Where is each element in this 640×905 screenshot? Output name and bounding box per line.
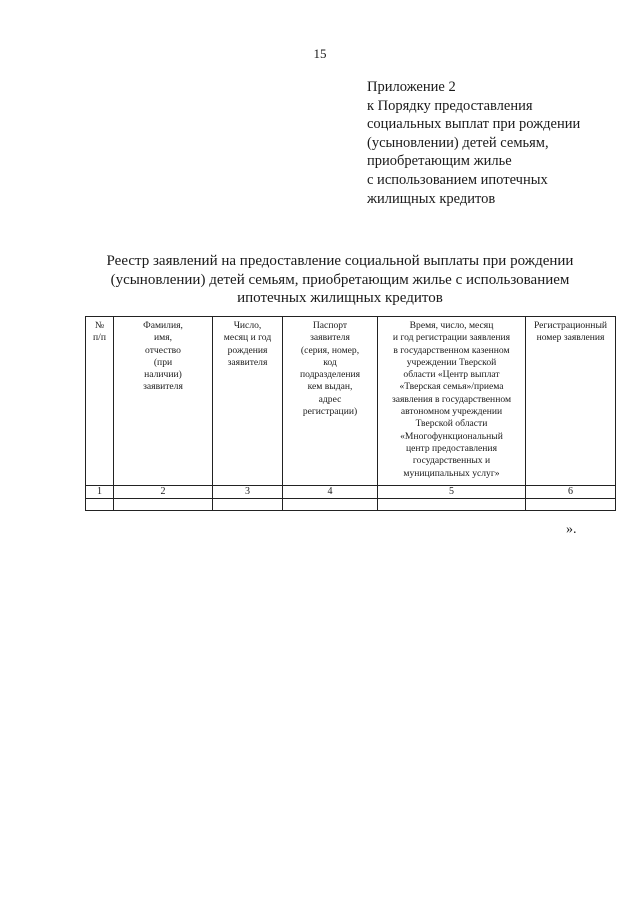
empty-cell	[114, 499, 213, 511]
header-cell-registration-time: Время, число, месяц и год регистрации заявления в государственном казенном учреждении Тверской области «Центр выплат «Тверская семья»/приема заявления в государственном автономном учреждении Тверской области «Многофункциональный центр предоставления государственных и муниципальных услуг»	[378, 317, 526, 486]
header-cell-birth-date: Число, месяц и год рождения заявителя	[213, 317, 283, 486]
title-line: ипотечных жилищных кредитов	[237, 290, 443, 306]
column-number-cell: 6	[526, 486, 616, 499]
page-number: 15	[313, 46, 327, 61]
appendix-line: (усыновлении) детей семьям,	[367, 134, 549, 151]
header-cell-registration-number: Регистрационный номер заявления	[526, 317, 616, 486]
header-cell-number: № п/п	[86, 317, 114, 486]
column-number-cell: 2	[114, 486, 213, 499]
empty-data-row	[86, 499, 616, 511]
header-cell-passport: Паспорт заявителя (серия, номер, код подразделения кем выдан, адрес регистрации)	[283, 317, 378, 486]
appendix-line: приобретающим жилье	[367, 153, 512, 170]
appendix-line: жилищных кредитов	[367, 190, 496, 207]
appendix-block	[367, 78, 617, 208]
appendix-line: социальных выплат при рождении	[367, 116, 581, 133]
empty-cell	[86, 499, 114, 511]
header-cell-full-name: Фамилия, имя, отчество (при наличии) заявителя	[114, 317, 213, 486]
column-number-cell: 4	[283, 486, 378, 499]
title-line: (усыновлении) детей семьям, приобретающим жилье с использованием	[110, 271, 570, 288]
appendix-line: Приложение 2	[367, 79, 456, 95]
title-line: Реестр заявлений на предоставление социальной выплаты при рождении	[106, 253, 574, 269]
table-header-row	[86, 317, 616, 486]
appendix-line: к Порядку предоставления	[367, 97, 533, 114]
registry-table	[85, 316, 616, 511]
column-number-cell: 3	[213, 486, 283, 499]
column-number-row	[86, 486, 616, 499]
column-number-cell: 5	[378, 486, 526, 499]
appendix-line: с использованием ипотечных	[367, 171, 548, 188]
empty-cell	[378, 499, 526, 511]
column-number-cell: 1	[86, 486, 114, 499]
closing-quote: ».	[566, 522, 577, 537]
empty-cell	[213, 499, 283, 511]
document-title	[90, 252, 590, 308]
empty-cell	[526, 499, 616, 511]
empty-cell	[283, 499, 378, 511]
